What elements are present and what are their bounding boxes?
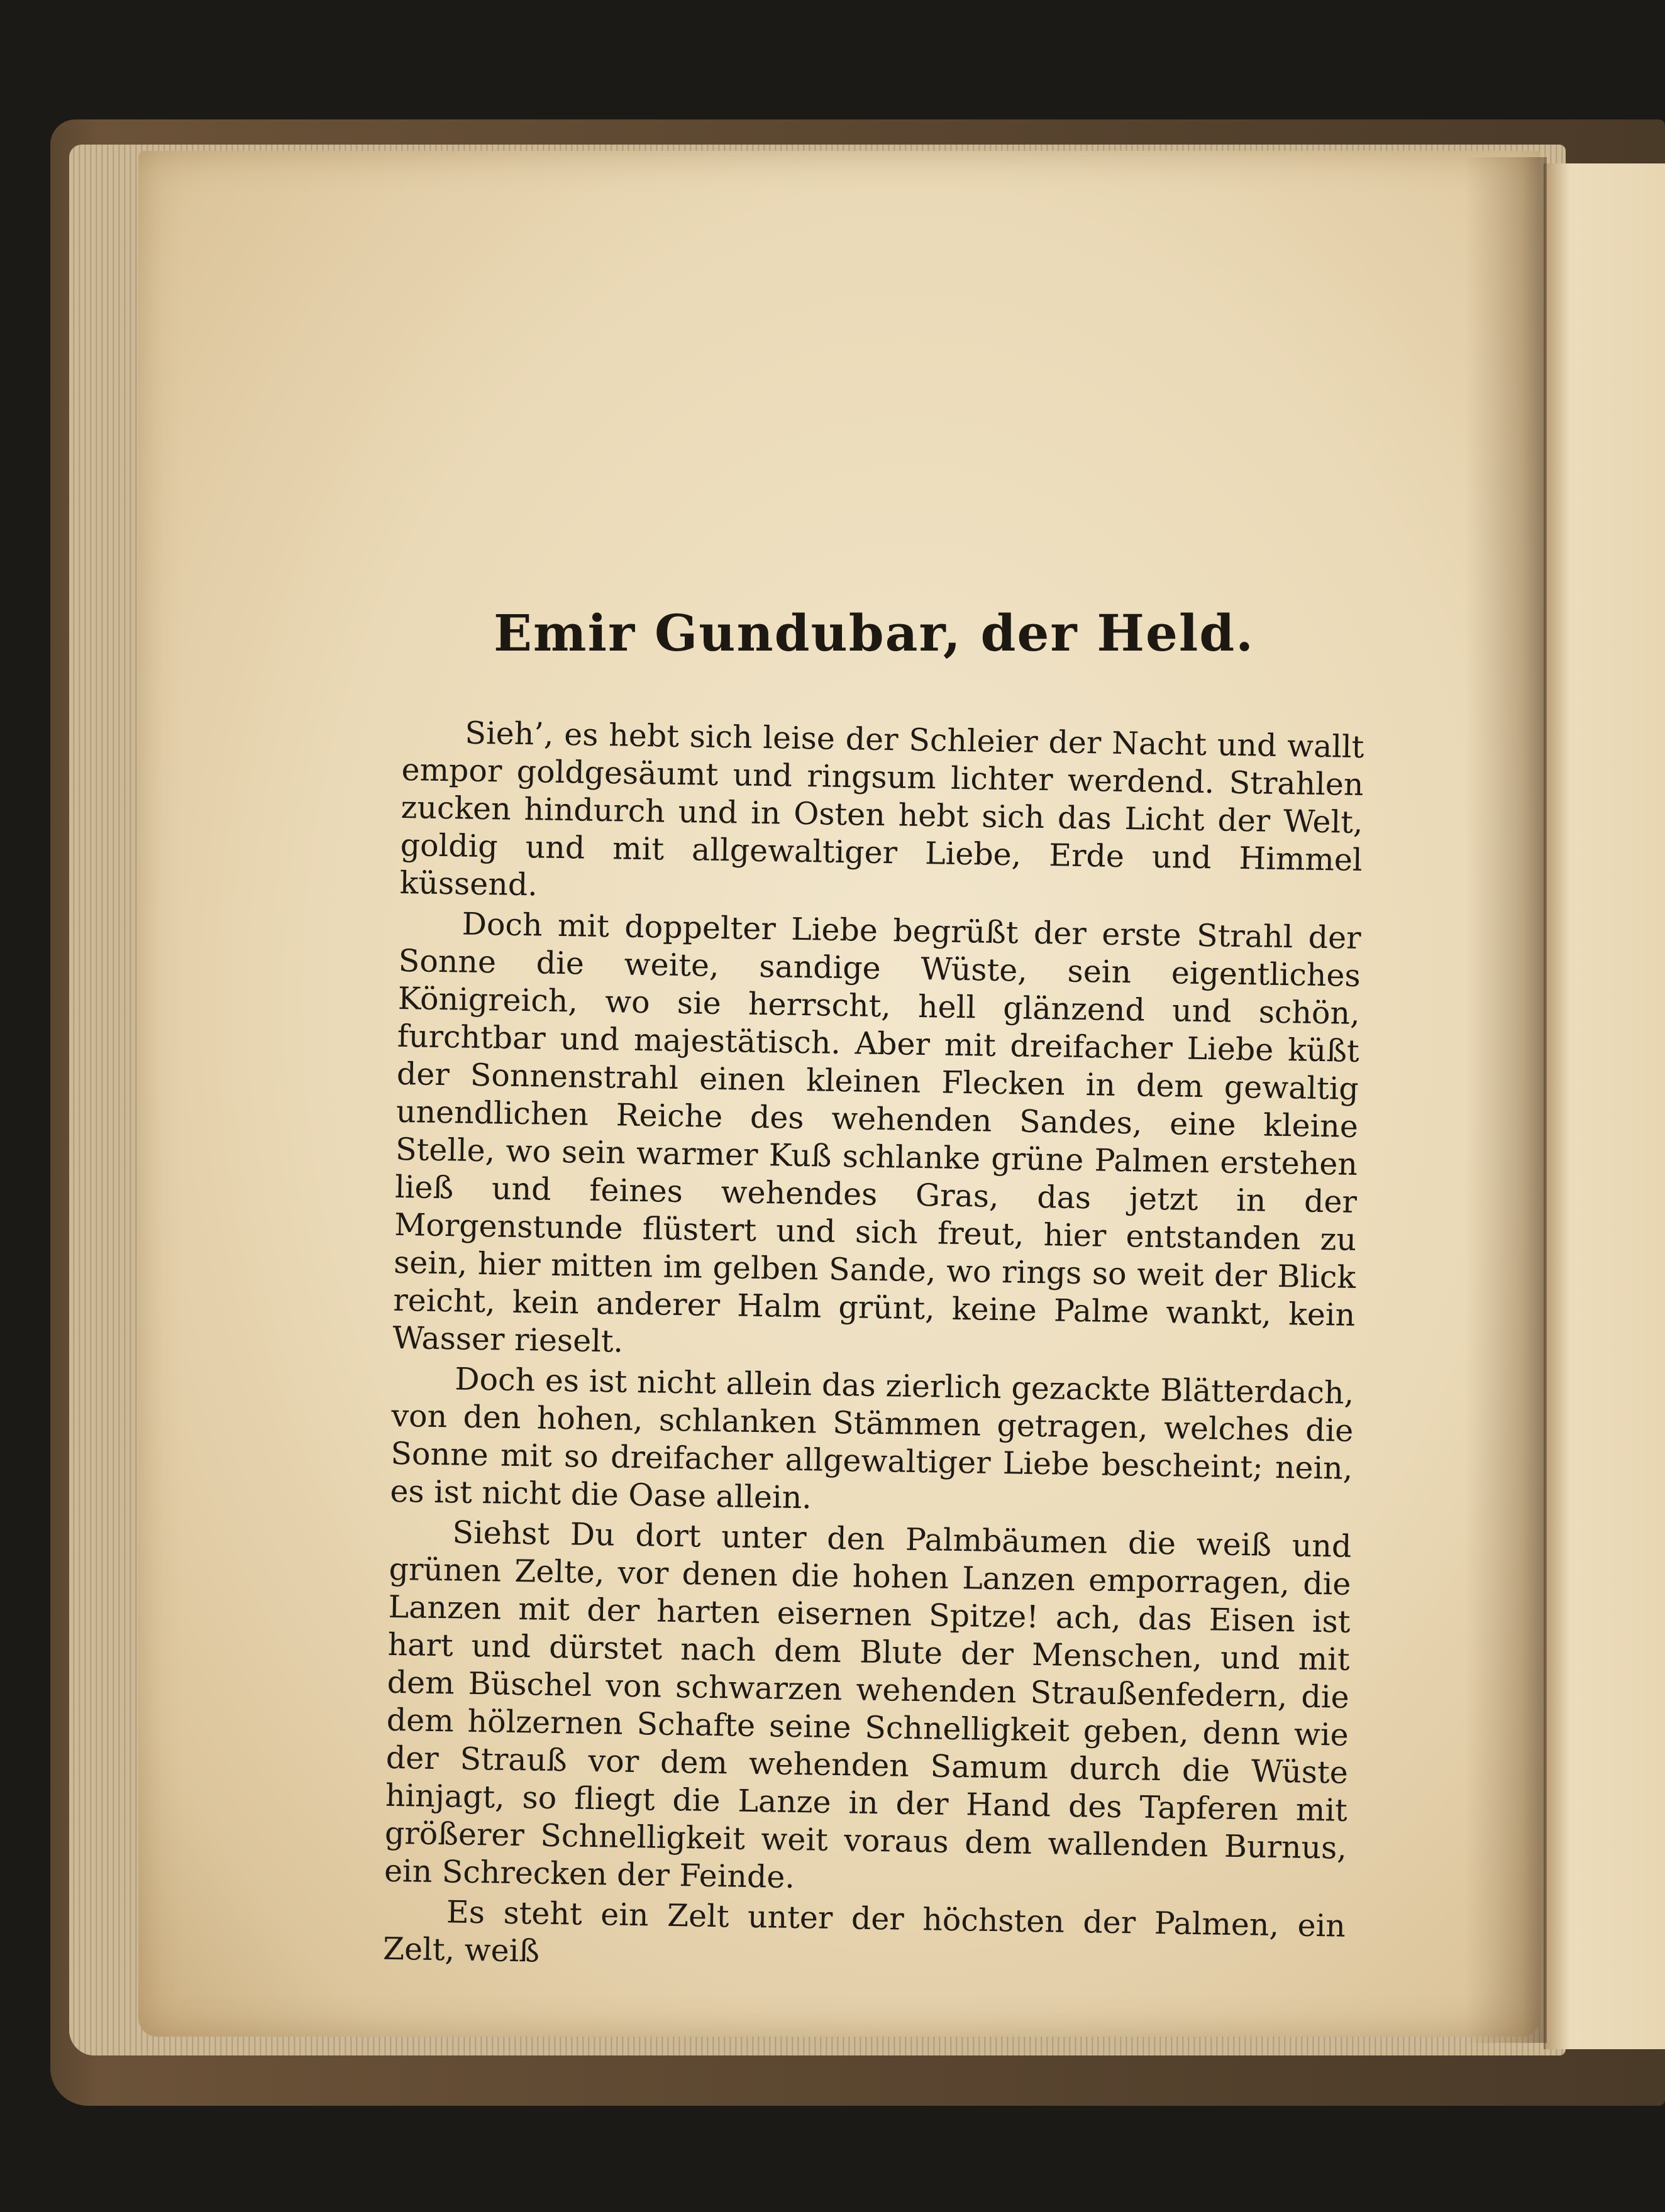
spine-shadow	[1465, 157, 1547, 2043]
chapter-title: Emir Gundubar, der Held.	[493, 603, 1255, 663]
paragraph: Doch mit doppelter Liebe begrüßt der erste Strahl der Sonne die weite, sandige Wüste, sein eigentliches Königreich, wo sie herrscht, hell glänzend und schön, furchtbar und majestätisch. Aber mit dreifacher Liebe küßt der Sonnenstrahl einen kleinen Flecken in dem gewaltig unendlichen Reiche des wehenden Sandes, eine kleine Stelle, wo sein warmer Kuß schlanke grüne Palmen erstehen ließ und feines wehendes Gras, das jetzt in der Morgenstunde flüstert und sich freut, hier entstanden zu sein, hier mitten im gelben Sande, wo rings so weit der Blick reicht, kein anderer Halm grünt, keine Palme wankt, kein Wasser rieselt.	[392, 906, 1362, 1360]
paragraph: Doch es ist nicht allein das zierlich gezackte Blätterdach, von den hohen, schlanken Stämmen getragen, welches die Sonne mit so dreifacher allgewaltiger Liebe bescheint; nein, es ist nicht die Oase allein.	[390, 1361, 1354, 1516]
chapter-body	[383, 713, 1364, 1986]
paragraph: Siehst Du dort unter den Palmbäumen die weiß und grünen Zelte, vor denen die hohen Lanzen emporragen, die Lanzen mit der harten eisernen Spitze! ach, das Eisen ist hart und dürstet nach dem Blute der Menschen, und mit dem Büschel von schwarzen wehenden Straußenfedern, die dem hölzernen Schafte seine Schnelligkeit geben, denn wie der Strauß vor dem wehenden Samum durch die Wüste hinjagt, so fliegt die Lanze in der Hand des Tapferen mit größerer Schnelligkeit weit voraus dem wallenden Burnus, ein Schrecken der Feinde.	[384, 1514, 1352, 1896]
paragraph: Sieh’, es hebt sich leise der Schleier der Nacht und wallt empor goldgesäumt und ringsum lichter werdend. Strahlen zucken hindurch und in Osten hebt sich das Licht der Welt, goldig und mit allgewaltiger Liebe, Erde und Himmel küssend.	[399, 715, 1364, 903]
paragraph: Es steht ein Zelt unter der höchsten der Palmen, ein Zelt, weiß	[382, 1894, 1346, 1969]
facing-page-edge	[1544, 163, 1665, 2049]
